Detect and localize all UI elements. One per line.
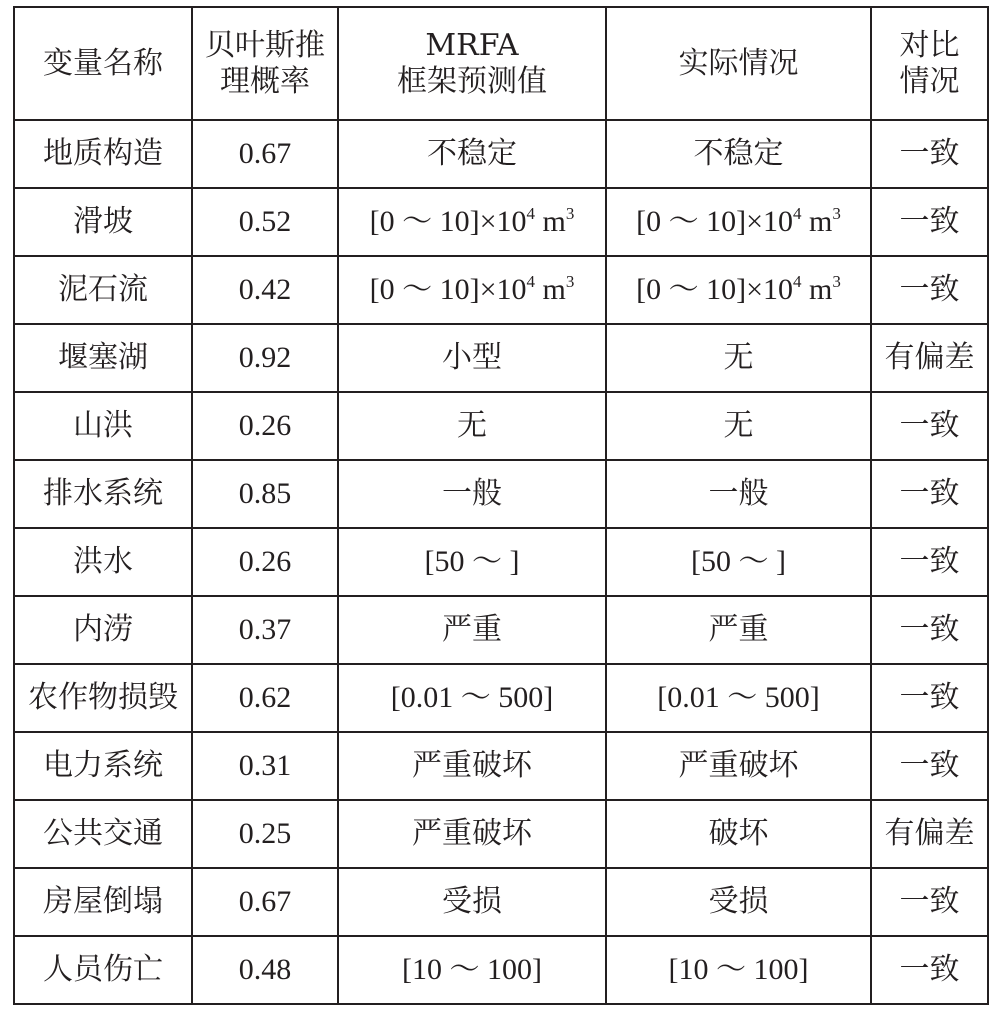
- cell-comparison: 一致: [871, 936, 988, 1004]
- cell-probability: 0.31: [192, 732, 338, 800]
- cell-actual: 破坏: [606, 800, 871, 868]
- cell-comparison: 一致: [871, 596, 988, 664]
- cell-prediction: [10 ～ 100]: [338, 936, 606, 1004]
- cell-comparison: 一致: [871, 732, 988, 800]
- cell-comparison: 有偏差: [871, 800, 988, 868]
- cell-prediction: 严重: [338, 596, 606, 664]
- cell-variable-name: 内涝: [14, 596, 192, 664]
- table-row: [14, 732, 988, 800]
- table-row: [14, 596, 988, 664]
- header-mrfa-prediction: MRFA 框架预测值: [338, 7, 606, 120]
- cell-probability: 0.67: [192, 868, 338, 936]
- cell-comparison: 一致: [871, 868, 988, 936]
- cell-variable-name: 排水系统: [14, 460, 192, 528]
- cell-prediction: 小型: [338, 324, 606, 392]
- cell-actual: [50 ～ ]: [606, 528, 871, 596]
- table-row: [14, 936, 988, 1004]
- cell-prediction: 严重破坏: [338, 732, 606, 800]
- cell-variable-name: 泥石流: [14, 256, 192, 324]
- cell-actual: [10 ～ 100]: [606, 936, 871, 1004]
- cell-probability: 0.42: [192, 256, 338, 324]
- cell-comparison: 有偏差: [871, 324, 988, 392]
- cell-probability: 0.48: [192, 936, 338, 1004]
- cell-comparison: 一致: [871, 460, 988, 528]
- cell-comparison: 一致: [871, 256, 988, 324]
- cell-probability: 0.85: [192, 460, 338, 528]
- cell-actual: 严重破坏: [606, 732, 871, 800]
- cell-variable-name: 滑坡: [14, 188, 192, 256]
- comparison-table: [13, 6, 989, 1005]
- table-row: [14, 256, 988, 324]
- cell-prediction: 一般: [338, 460, 606, 528]
- cell-prediction: 受损: [338, 868, 606, 936]
- table-row: [14, 868, 988, 936]
- cell-prediction: [0 ～ $10]\times 10^4$ $m^3$: [338, 256, 606, 324]
- cell-probability: 0.92: [192, 324, 338, 392]
- table-row: [14, 664, 988, 732]
- cell-actual: 不稳定: [606, 120, 871, 188]
- cell-actual: [0 ～ $10]\times 10^4$ $m^3$: [606, 188, 871, 256]
- cell-variable-name: 堰塞湖: [14, 324, 192, 392]
- table-row: [14, 460, 988, 528]
- cell-actual: 无: [606, 324, 871, 392]
- cell-variable-name: 农作物损毁: [14, 664, 192, 732]
- header-actual-situation: 实际情况: [606, 7, 871, 120]
- cell-variable-name: 公共交通: [14, 800, 192, 868]
- cell-comparison: 一致: [871, 392, 988, 460]
- table-row: [14, 528, 988, 596]
- table-header-row: [14, 7, 988, 120]
- cell-actual: [0.01 ～ 500]: [606, 664, 871, 732]
- cell-variable-name: 房屋倒塌: [14, 868, 192, 936]
- cell-prediction: 严重破坏: [338, 800, 606, 868]
- table-row: [14, 324, 988, 392]
- cell-variable-name: 人员伤亡: [14, 936, 192, 1004]
- header-comparison: 对比 情况: [871, 7, 988, 120]
- table-row: [14, 392, 988, 460]
- cell-actual: 受损: [606, 868, 871, 936]
- cell-variable-name: 地质构造: [14, 120, 192, 188]
- cell-prediction: 不稳定: [338, 120, 606, 188]
- cell-comparison: 一致: [871, 528, 988, 596]
- cell-prediction: [50 ～ ]: [338, 528, 606, 596]
- cell-prediction: [0 ～ $10]\times 10^4$ $m^3$: [338, 188, 606, 256]
- table-row: [14, 188, 988, 256]
- header-variable-name: 变量名称: [14, 7, 192, 120]
- cell-actual: 一般: [606, 460, 871, 528]
- table-row: [14, 800, 988, 868]
- cell-comparison: 一致: [871, 188, 988, 256]
- cell-actual: 无: [606, 392, 871, 460]
- cell-probability: 0.25: [192, 800, 338, 868]
- cell-prediction: 无: [338, 392, 606, 460]
- cell-prediction: [0.01 ～ 500]: [338, 664, 606, 732]
- cell-probability: 0.67: [192, 120, 338, 188]
- table-row: [14, 120, 988, 188]
- cell-probability: 0.26: [192, 392, 338, 460]
- cell-comparison: 一致: [871, 664, 988, 732]
- cell-probability: 0.26: [192, 528, 338, 596]
- cell-actual: 严重: [606, 596, 871, 664]
- cell-probability: 0.62: [192, 664, 338, 732]
- cell-variable-name: 山洪: [14, 392, 192, 460]
- cell-probability: 0.37: [192, 596, 338, 664]
- cell-actual: [0 ～ $10]\times 10^4$ $m^3$: [606, 256, 871, 324]
- cell-comparison: 一致: [871, 120, 988, 188]
- cell-variable-name: 洪水: [14, 528, 192, 596]
- cell-probability: 0.52: [192, 188, 338, 256]
- header-bayesian-probability: 贝叶斯推 理概率: [192, 7, 338, 120]
- cell-variable-name: 电力系统: [14, 732, 192, 800]
